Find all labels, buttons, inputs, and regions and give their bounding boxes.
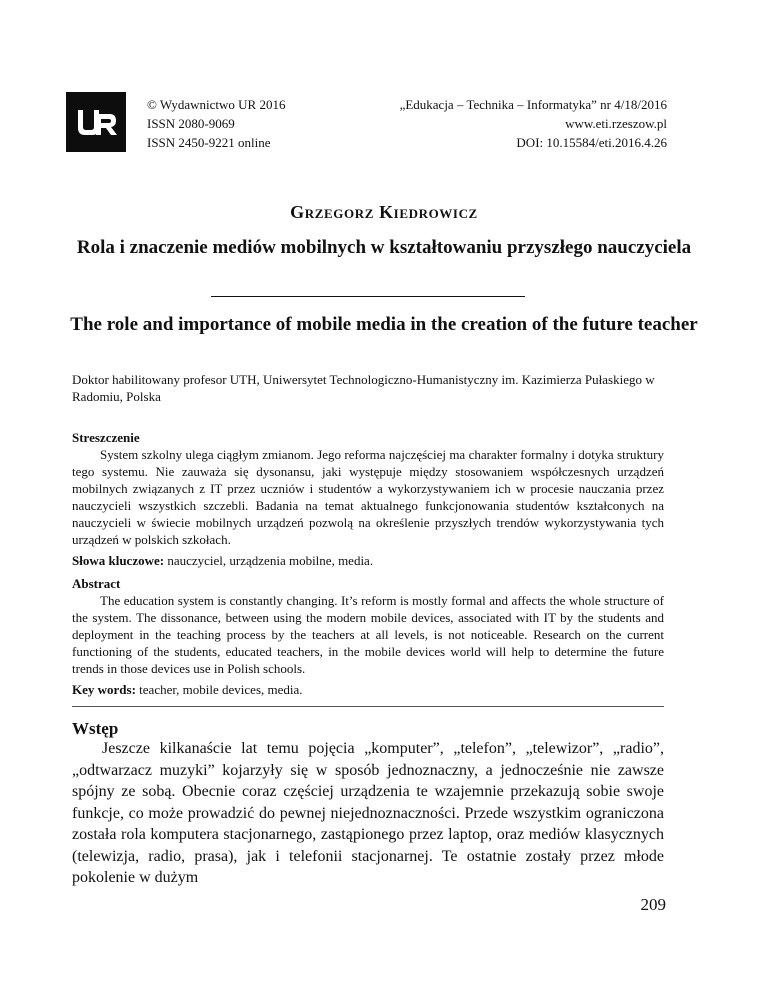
keywords-pl-label: Słowa kluczowe: <box>72 553 165 568</box>
abstract-block <box>72 575 664 698</box>
keywords-en-values: teacher, mobile devices, media. <box>135 682 303 697</box>
journal-info <box>400 95 667 152</box>
title-polish: Rola i znaczenie mediów mobilnych w kształtowaniu przyszłego nauczyciela <box>76 237 692 258</box>
section-divider <box>72 706 664 707</box>
affiliation: Doktor habilitowany profesor UTH, Uniwersytet Technologiczno-Humanistyczny im. Kazimierza Pułaskiego w Radomiu, Polska <box>72 372 655 404</box>
title-divider <box>211 296 525 297</box>
ur-logo-graphic <box>66 92 126 152</box>
abstract-heading: Abstract <box>72 576 121 591</box>
streszczenie-text: System szkolny ulega ciągłym zmianom. Jego reforma najczęściej ma charakter formalny i dotyka struktury tego systemu. Nie zauważa się dysonansu, jaki występuje między stosowaniem współczesnych urządzeń mobilnych związanych z IT przez uczniów i studentów a wykorzystywaniem ich w procesie nauczania przez nauczycieli wszystkich szczebli. Badania na temat aktualnego funkcjonowania studentów kształconych na nauczycieli w świecie mobilnych urządzeń pozwolą na określenie przyszłych trendów wykorzystywania tych urządzeń w polskich szkołach. <box>72 447 664 547</box>
streszczenie-block <box>72 429 664 569</box>
issn-online: ISSN 2450-9221 online <box>147 135 271 150</box>
ur-logo-icon <box>66 92 126 152</box>
issn-print: ISSN 2080-9069 <box>147 116 235 131</box>
section-heading: Wstęp <box>72 719 119 738</box>
keywords-en <box>72 681 664 698</box>
keywords-en-label: Key words: <box>72 682 136 697</box>
journal-url: www.eti.rzeszow.pl <box>565 116 667 131</box>
abstract-text: The education system is constantly changing. It’s reform is mostly formal and affects the whole structure of the system. The dissonance, between using the modern mobile devices, associated with IT by the students and deployment in the teaching process by the teachers at all levels, is not noticeable. Research on the current functioning of the students, educated teachers, in the mobile devices world will help to determine the future trends in those devices use in Polish schools. <box>72 593 664 676</box>
author-name: Grzegorz Kiedrowicz <box>290 202 478 222</box>
section-body: Jeszcze kilkanaście lat temu pojęcia „komputer”, „telefon”, „telewizor”, „radio”, „odtwarzacz muzyki” kojarzyły się w sposób jednoznaczny, a jednocześnie nie zawsze spójny ze sobą. Obecnie coraz częściej urządzenia te wzajemnie przekazują sobie swoje funkcje, co może prowadzić do pewnej niejednoznaczności. Przede wszystkim ograniczona została rola komputera stacjonarnego, zastąpionego przez laptop, oraz mediów klasycznych (telewizja, radio, prasa), jak i telefonii stacjonarnej. Te ostatnie zostały przez młode pokolenie w dużym <box>72 740 664 886</box>
doi: DOI: 10.15584/eti.2016.4.26 <box>516 135 667 150</box>
streszczenie-heading: Streszczenie <box>72 430 140 445</box>
keywords-pl-values: nauczyciel, urządzenia mobilne, media. <box>164 553 374 568</box>
journal-name: „Edukacja – Technika – Informatyka” nr 4/18/2016 <box>399 97 667 112</box>
publisher-info <box>147 95 285 152</box>
publisher-line: © Wydawnictwo UR 2016 <box>147 97 286 112</box>
title-english: The role and importance of mobile media in the creation of the future teacher <box>70 314 698 335</box>
page-number: 209 <box>640 895 666 914</box>
keywords-pl <box>72 552 664 569</box>
